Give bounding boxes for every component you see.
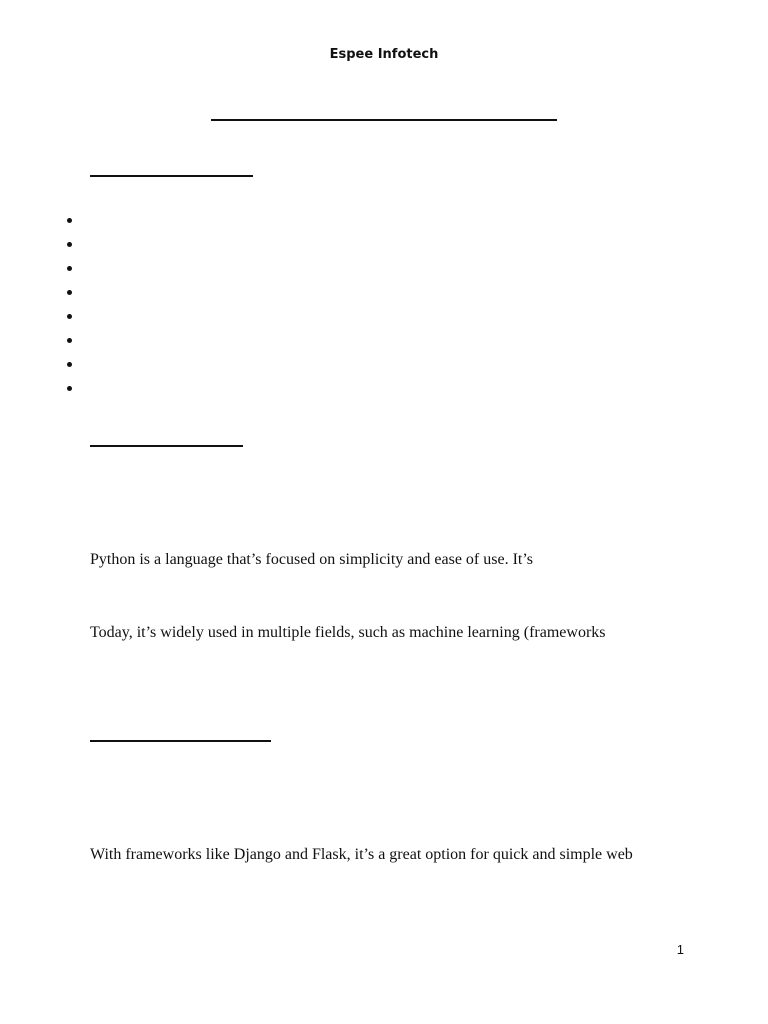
bullet-icon [67, 290, 72, 295]
bullet-icon [67, 314, 72, 319]
bullet-icon [67, 386, 72, 391]
paragraph-python-intro: Python is a language that’s focused on simplicity and ease of use. It’s [90, 551, 534, 568]
bullet-icon [67, 266, 72, 271]
page-header: Espee Infotech [329, 47, 439, 62]
title-underline [211, 119, 557, 121]
page-number: 1 [676, 942, 684, 957]
bullet-icon [67, 218, 72, 223]
bullet-icon [67, 362, 72, 367]
section-heading-underline-3 [90, 740, 271, 742]
section-heading-underline-1 [90, 175, 253, 177]
bullet-icon [67, 242, 72, 247]
section-heading-underline-2 [90, 445, 243, 447]
paragraph-web-frameworks: With frameworks like Django and Flask, it’s a great option for quick and simple web [90, 846, 633, 863]
paragraph-python-uses: Today, it’s widely used in multiple fields, such as machine learning (frameworks [90, 624, 606, 641]
bullet-icon [67, 338, 72, 343]
